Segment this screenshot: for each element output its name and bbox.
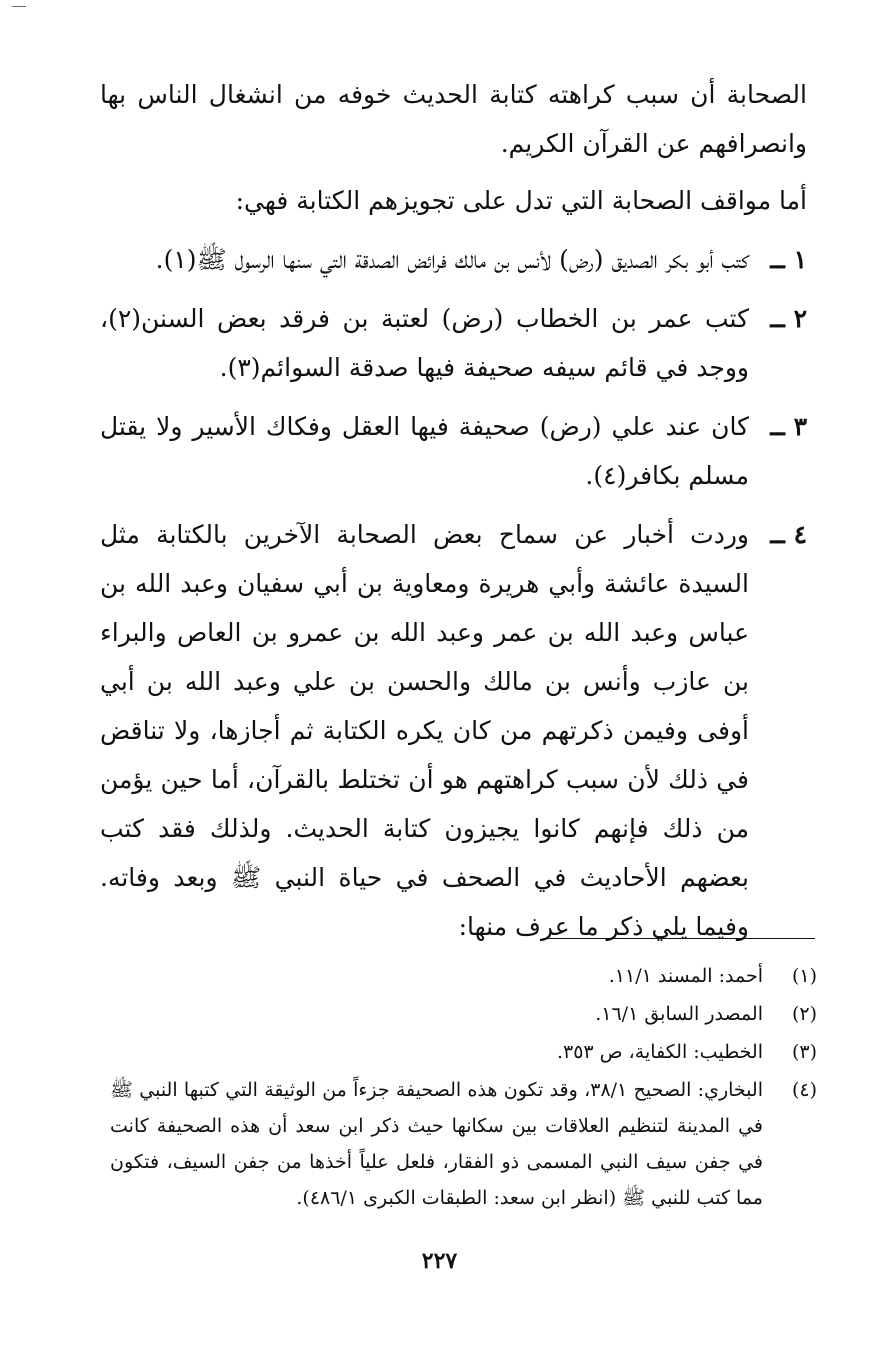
footnote-divider bbox=[543, 938, 815, 939]
item-text: كتب أبو بكر الصديق (رض) لأنس بن مالك فرائض الصدقة التي سنها الرسول ﷺ(١). bbox=[155, 245, 749, 274]
item-number: ٢ ــ bbox=[770, 304, 807, 333]
footnote bbox=[110, 958, 817, 994]
scan-mark bbox=[12, 6, 26, 7]
footnote-number: (٣) bbox=[791, 1041, 817, 1063]
page-number: ٢٢٧ bbox=[421, 1248, 458, 1274]
footnote-text: المصدر السابق ١٦/١. bbox=[595, 1003, 763, 1025]
item-text: وردت أخبار عن سماح بعض الصحابة الآخرين بالكتابة مثل السيدة عائشة وأبي هريرة ومعاوية بن أبي سفيان وعبد الله بن عباس وعبد الله بن عمر وعبد الله بن عمرو بن العاص والبراء بن عازب وأنس بن مالك والحسن بن علي وعبد الله بن أبي أوفى وفيمن ذكرتهم من كان يكره الكتابة ثم أجازها، ولا تناقض في ذلك لأن سبب كراهتهم هو أن تختلط بالقرآن، أما حين يؤمن من ذلك فإنهم كانوا يجيزون كتابة الحديث. ولذلك فقد كتب بعضهم الأحاديث في الصحف في حياة النبي ﷺ وبعد وفاته. وفيما يلي ذكر ما عرف منها: bbox=[100, 520, 749, 941]
item-number: ٤ ــ bbox=[770, 520, 807, 549]
footnotes bbox=[110, 958, 817, 1218]
main-text bbox=[100, 70, 807, 951]
footnote bbox=[110, 1034, 817, 1070]
item-number: ١ ــ bbox=[770, 245, 807, 274]
footnote bbox=[110, 1072, 817, 1216]
list-item bbox=[100, 294, 807, 392]
footnote bbox=[110, 996, 817, 1032]
list-item bbox=[100, 235, 807, 284]
footnote-text: أحمد: المسند ١١/١. bbox=[608, 965, 763, 987]
list-item bbox=[100, 402, 807, 500]
footnote-text: البخاري: الصحيح ٣٨/١، وقد تكون هذه الصحيفة جزءاً من الوثيقة التي كتبها النبي ﷺ في المدينة لتنظيم العلاقات بين سكانها حيث ذكر ابن سعد أن هذه الصحيفة كانت في جفن سيف النبي المسمى ذو الفقار، فلعل علياً أخذها من جفن السيف، فتكون مما كتب للنبي ﷺ (انظر ابن سعد: الطبقات الكبرى ٤٨٦/١). bbox=[110, 1079, 763, 1209]
item-number: ٣ ــ bbox=[770, 412, 807, 441]
footnote-number: (٤) bbox=[791, 1079, 817, 1101]
item-text: كتب عمر بن الخطاب (رض) لعتبة بن فرقد بعض السنن(٢)، ووجد في قائم سيفه صحيفة فيها صدقة السوائم(٣). bbox=[100, 304, 749, 382]
list-item bbox=[100, 510, 807, 951]
item-text: كان عند علي (رض) صحيفة فيها العقل وفكاك الأسير ولا يقتل مسلم بكافر(٤). bbox=[100, 412, 749, 490]
intro-paragraph: الصحابة أن سبب كراهته كتابة الحديث خوفه من انشغال الناس بها وانصرافهم عن القرآن الكريم. bbox=[100, 80, 807, 158]
lead-paragraph: أما مواقف الصحابة التي تدل على تجويزهم الكتابة فهي: bbox=[235, 186, 807, 215]
footnote-number: (١) bbox=[791, 965, 817, 987]
footnote-text: الخطيب: الكفاية، ص ٣٥٣. bbox=[556, 1041, 763, 1063]
footnote-number: (٢) bbox=[791, 1003, 817, 1025]
